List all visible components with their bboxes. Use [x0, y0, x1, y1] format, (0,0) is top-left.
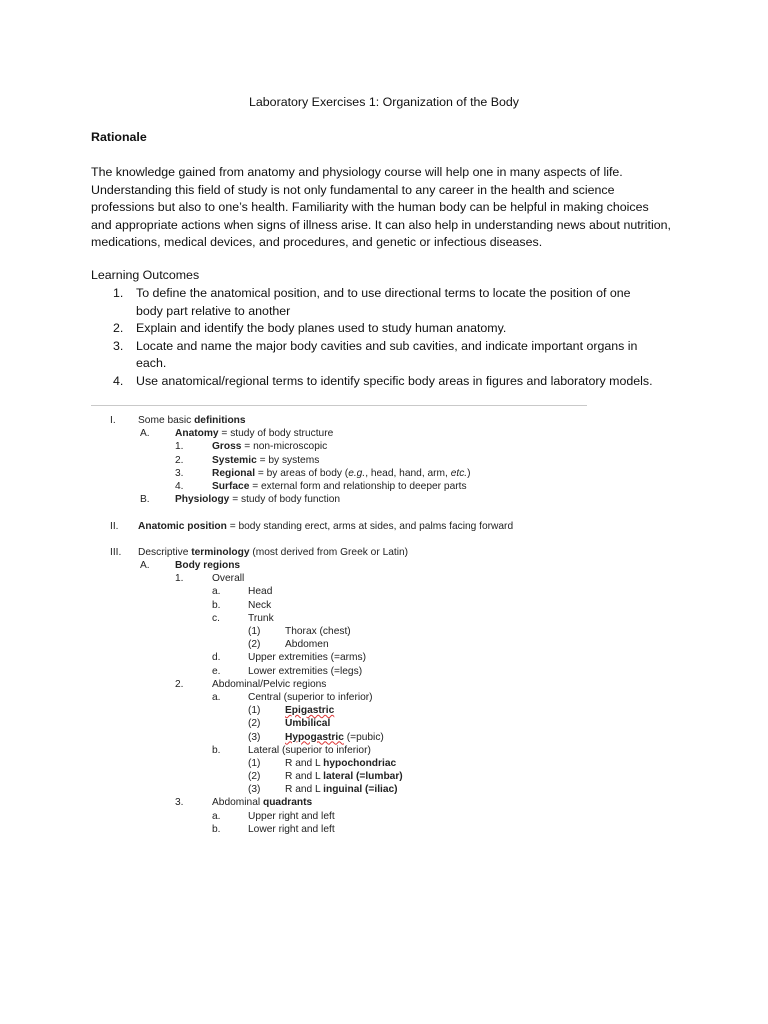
outline-text: Upper right and left: [248, 810, 335, 822]
outline-text: Body regions: [175, 560, 241, 572]
outline-label: 1.: [175, 573, 184, 585]
rationale-line: and appropriate actions when signs of illness arise. It can also help in understanding news about nutrition,: [91, 217, 671, 232]
outline-line: [0, 454, 768, 467]
outline-text: Umbilical: [285, 718, 331, 730]
outline-label: b.: [212, 599, 221, 611]
outline-line: [0, 480, 768, 493]
outline-label: (2): [248, 771, 261, 783]
outline-line: [0, 823, 768, 836]
outline-line: [0, 546, 768, 559]
outline-label: (2): [248, 718, 261, 730]
outline-text: Abdomen: [285, 639, 329, 651]
outline-label: (1): [248, 626, 261, 637]
list-item-text: Explain and identify the body planes used to study human anatomy.: [136, 321, 507, 335]
embedded-outline-image: [0, 414, 768, 836]
outline-line: [0, 665, 768, 678]
outline-line: [0, 585, 768, 598]
document-title: Laboratory Exercises 1: Organization of the Body: [249, 95, 519, 109]
outline-line: [0, 783, 768, 796]
outline-text: Thorax (chest): [285, 626, 351, 637]
outline-text: Lower extremities (=legs): [248, 665, 363, 677]
outline-text: R and L inguinal (=iliac): [285, 784, 398, 796]
outline-line: [0, 691, 768, 704]
rationale-line: Understanding this field of study is not only fundamental to any career in the health and science: [91, 182, 615, 197]
outline-label: c.: [212, 612, 220, 624]
list-item: [91, 320, 691, 338]
outline-line: [0, 770, 768, 783]
outline-text: Abdominal quadrants: [212, 797, 313, 809]
list-item: [91, 285, 656, 320]
rationale-paragraph: [91, 164, 678, 252]
outline-line: [0, 744, 768, 757]
outline-label: (1): [248, 757, 261, 769]
outline-line: [0, 559, 768, 572]
outline-text: Neck: [248, 599, 272, 611]
list-number: 2.: [113, 321, 124, 335]
outline-line: [0, 427, 768, 440]
outline-text: Systemic = by systems: [212, 454, 320, 466]
outline-label: (3): [248, 731, 261, 743]
list-item-text: To define the anatomical position, and to use directional terms to locate the position of one body part relative to another: [136, 286, 631, 318]
outline-label: II.: [110, 520, 119, 532]
outline-text: R and L hypochondriac: [285, 757, 397, 769]
outline-label: A.: [140, 560, 150, 572]
outline-label: B.: [140, 494, 150, 506]
list-item: [91, 373, 691, 391]
outline-text: Abdominal/Pelvic regions: [212, 678, 327, 690]
outline-label: 1.: [175, 441, 184, 453]
outline-line: [0, 717, 768, 730]
outline-line: [0, 810, 768, 823]
rationale-line: medications, medical devices, and procedures, and genetic or infectious diseases.: [91, 235, 543, 249]
outline-text: Upper extremities (=arms): [248, 652, 367, 664]
outline-text: Surface = external form and relationship to deeper parts: [212, 480, 467, 492]
outline-line: [0, 414, 768, 427]
outline-label: (3): [248, 784, 261, 796]
outline-line: [0, 599, 768, 612]
outline-label: b.: [212, 744, 221, 756]
outline-line: [0, 572, 768, 585]
outline-label: 2.: [175, 454, 184, 466]
outline-line: [0, 612, 768, 625]
learning-outcomes-heading: Learning Outcomes: [91, 268, 200, 282]
outline-line: [0, 493, 768, 506]
outline-text: Gross = non-microscopic: [212, 441, 328, 453]
outline-label: a.: [212, 691, 221, 703]
outline-line: [0, 678, 768, 691]
rationale-line: The knowledge gained from anatomy and physiology course will help one in many aspects of life.: [91, 165, 623, 179]
outline-label: 2.: [175, 678, 184, 690]
outline-line: [0, 731, 768, 744]
outline-text: Epigastric: [285, 705, 335, 717]
outline-label: d.: [212, 652, 221, 664]
list-item: [91, 338, 656, 373]
list-item-text: Locate and name the major body cavities and sub cavities, and indicate important organs in each.: [136, 338, 638, 370]
outline-label: 4.: [175, 480, 184, 492]
outline-text: Head: [248, 586, 273, 598]
outline-text: Trunk: [248, 612, 274, 624]
learning-outcomes-list: [91, 285, 691, 390]
outline-label: b.: [212, 823, 221, 835]
outline-line: [0, 704, 768, 717]
outline-label: A.: [140, 428, 150, 440]
outline-label: (1): [248, 705, 261, 717]
outline-line: [0, 757, 768, 770]
list-number: 4.: [113, 373, 124, 388]
outline-line: [0, 625, 768, 638]
outline-text: Physiology = study of body function: [175, 494, 341, 506]
outline-text: Anatomy = study of body structure: [175, 428, 334, 440]
outline-label: III.: [110, 546, 122, 558]
outline-label: 3.: [175, 467, 184, 479]
outline-text: Some basic definitions: [138, 415, 246, 426]
outline-line: [0, 440, 768, 453]
outline-label: a.: [212, 810, 221, 822]
outline-label: e.: [212, 665, 221, 677]
outline-line: [0, 520, 768, 533]
outline-text: Hypogastric (=pubic): [285, 731, 384, 743]
rationale-line: professions but also to one’s health. Familiarity with the human body can be helpful in making choices: [91, 200, 649, 214]
outline-text: Overall: [212, 573, 245, 585]
outline-label: (2): [248, 639, 261, 651]
outline-text: Regional = by areas of body (e.g., head, hand, arm, etc.): [212, 467, 471, 479]
outline-line: [0, 467, 768, 480]
list-item-text: Use anatomical/regional terms to identify specific body areas in figures and laboratory models.: [136, 373, 653, 388]
outline-text: Central (superior to inferior): [248, 691, 373, 703]
section-divider: [91, 405, 587, 406]
outline-label: a.: [212, 586, 221, 598]
outline-line: [0, 638, 768, 651]
outline-text: R and L lateral (=lumbar): [285, 771, 403, 783]
outline-label: 3.: [175, 797, 184, 809]
outline-label: I.: [110, 415, 116, 426]
rationale-heading: Rationale: [91, 130, 147, 144]
list-number: 1.: [113, 286, 124, 300]
outline-line: [0, 796, 768, 809]
list-number: 3.: [113, 338, 124, 353]
outline-line: [0, 651, 768, 664]
outline-text: Anatomic position = body standing erect, arms at sides, and palms facing forward: [138, 520, 514, 532]
outline-text: Lower right and left: [248, 823, 335, 835]
outline-text: Descriptive terminology (most derived from Greek or Latin): [138, 546, 409, 558]
outline-text: Lateral (superior to inferior): [248, 744, 371, 756]
